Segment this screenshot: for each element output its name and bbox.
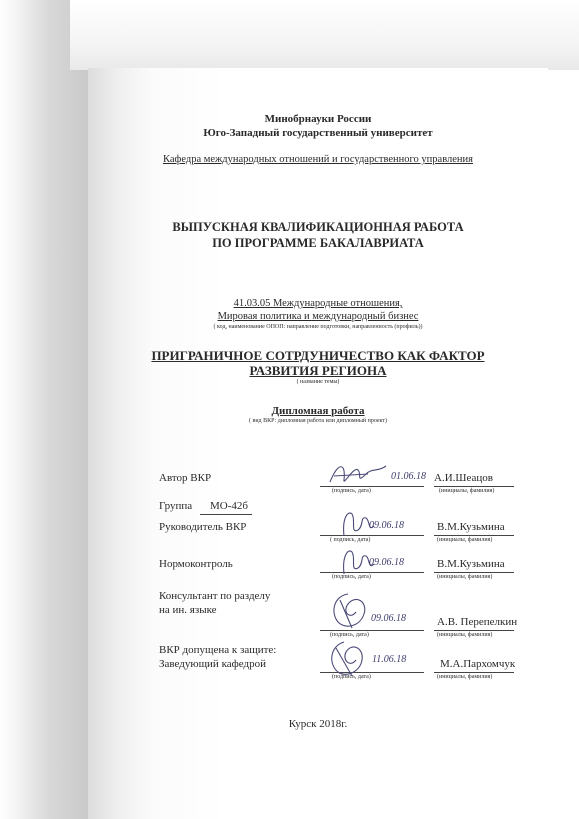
scan-left-shadow xyxy=(0,0,88,819)
head-name-caption: (инициалы, фамилия) xyxy=(437,674,493,680)
group-label: Группа xyxy=(159,500,193,512)
consultant-label-line-1: Консультант по разделу xyxy=(159,590,271,602)
consultant-label-line-2: на ин. языке xyxy=(159,604,217,616)
author-name-caption: (инициалы, фамилия) xyxy=(439,488,495,494)
consultant-name: А.В. Перепелкин xyxy=(437,616,518,628)
normcontrol-sign-date: 09.06.18 xyxy=(369,557,404,568)
topic-line-2: РАЗВИТИЯ РЕГИОНА xyxy=(249,363,387,378)
topic-caption: ( название темы) xyxy=(296,379,340,385)
ministry-name: Минобрнауки России xyxy=(264,113,372,125)
direction-code: 41.03.05 Международные отношения, xyxy=(233,298,403,309)
author-sign-date: 01.06.18 xyxy=(391,471,426,482)
work-type-caption: ( вид ВКР: дипломная работа или дипломный проект) xyxy=(248,418,388,424)
author-signature xyxy=(328,460,388,490)
normcontrol-name-caption: (инициалы, фамилия) xyxy=(437,574,493,580)
direction-caption: ( код, наименование ОПОП: направление подготовки, направленность (профиль)) xyxy=(213,324,423,330)
normcontrol-name: В.М.Кузьмина xyxy=(437,558,505,570)
direction-profile: Мировая политика и международный бизнес xyxy=(217,311,419,322)
university-name: Юго-Западный государственный университет xyxy=(203,127,433,139)
author-label: Автор ВКР xyxy=(159,472,212,484)
scan-top-shadow xyxy=(70,0,579,70)
supervisor-name: В.М.Кузьмина xyxy=(437,521,505,533)
document-title-line-1: ВЫПУСКНАЯ КВАЛИФИКАЦИОННАЯ РАБОТА xyxy=(172,220,464,234)
city-year: Курск 2018г. xyxy=(288,718,348,730)
head-sign-caption: (подпись, дата) xyxy=(332,674,371,680)
consultant-sign-caption: (подпись, дата) xyxy=(330,632,369,638)
normcontrol-label: Нормоконтроль xyxy=(159,558,233,570)
supervisor-sign-date: 09.06.18 xyxy=(369,520,404,531)
consultant-signature xyxy=(326,590,376,632)
author-name: А.И.Шеацов xyxy=(434,472,493,484)
supervisor-name-caption: (инициалы, фамилия) xyxy=(437,537,493,543)
normcontrol-sign-caption: (подпись, дата) xyxy=(332,574,371,580)
consultant-sign-date: 09.06.18 xyxy=(371,613,406,624)
supervisor-sign-caption: ( подпись, дата) xyxy=(330,537,371,543)
document-page xyxy=(88,68,548,819)
work-type: Дипломная работа xyxy=(271,405,365,417)
topic-line-1: ПРИГРАНИЧНОЕ СОТРДУНИЧЕСТВО КАК ФАКТОР xyxy=(151,348,485,363)
head-label-line-2: Заведующий кафедрой xyxy=(159,658,266,670)
head-sign-date: 11.06.18 xyxy=(372,654,407,665)
supervisor-label: Руководитель ВКР xyxy=(159,521,247,533)
consultant-name-caption: (инициалы, фамилия) xyxy=(437,632,493,638)
head-name: М.А.Пархомчук xyxy=(440,658,516,670)
author-sign-caption: (подпись, дата) xyxy=(332,488,371,494)
document-title-line-2: ПО ПРОГРАММЕ БАКАЛАВРИАТА xyxy=(212,236,424,250)
head-label-line-1: ВКР допущена к защите: xyxy=(159,644,277,656)
group-value: МО-42б xyxy=(210,500,248,512)
department-name: Кафедра международных отношений и государственного управления xyxy=(163,154,473,165)
